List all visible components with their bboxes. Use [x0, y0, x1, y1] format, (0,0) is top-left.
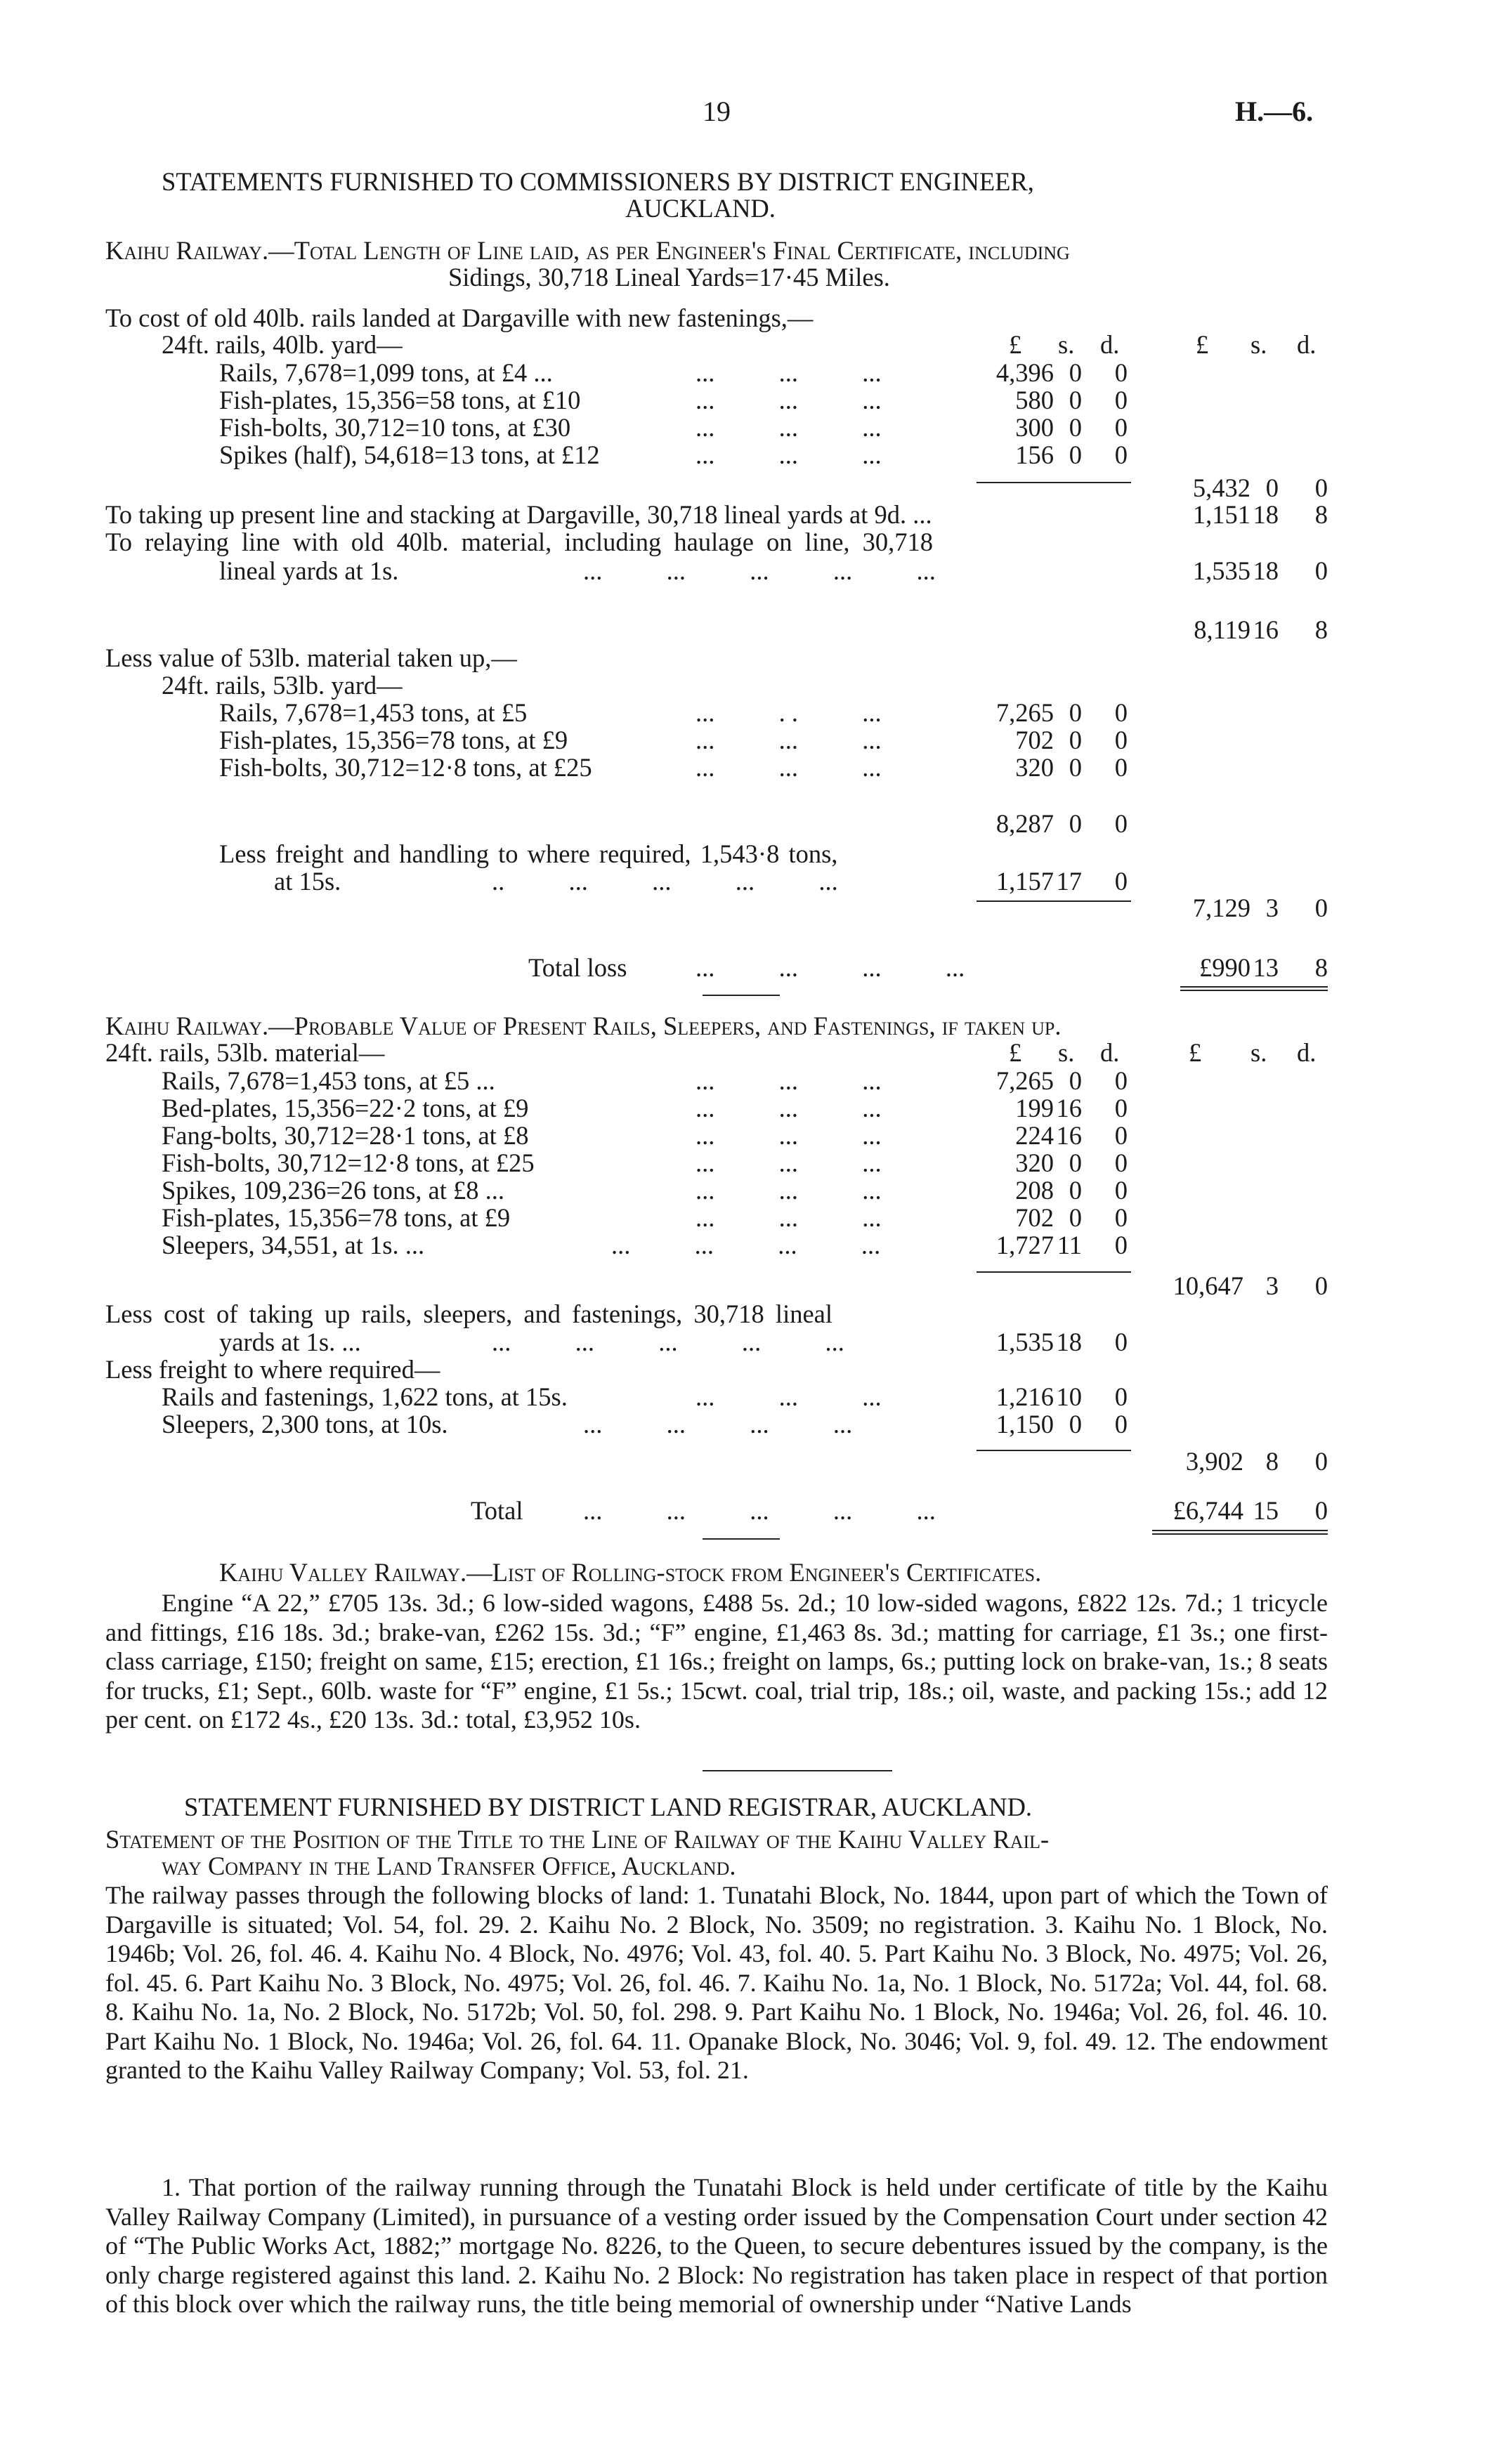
cost-subtotal-shillings: 0 — [1265, 473, 1279, 502]
column-rule — [977, 482, 1131, 483]
cost-item-pence: 0 — [1114, 358, 1128, 387]
value-item-shillings: 0 — [1069, 1176, 1082, 1205]
total-length-detail: Sidings, 30,718 Lineal Yards=17·45 Miles. — [448, 263, 890, 291]
value-item-pence: 0 — [1114, 1121, 1128, 1150]
value-item-leader: ... ... ... — [696, 1148, 882, 1177]
cost-item-pounds: 4,396 — [995, 358, 1054, 387]
cost-item-pence: 0 — [1114, 386, 1128, 414]
freight-item-label: Rails and fastenings, 1,622 tons, at 15s. — [162, 1382, 568, 1411]
probable-value-subintro: 24ft. rails, 53lb. material— — [105, 1038, 385, 1067]
total-loss-leader: ... ... ... ... — [696, 953, 965, 982]
less-total-shillings: 8 — [1265, 1447, 1279, 1476]
cost-item-shillings: 0 — [1069, 440, 1082, 469]
less-cost-label-continued: yards at 1s. ... — [219, 1328, 361, 1356]
less-subtotal-shillings: 0 — [1069, 809, 1082, 838]
value-subtotal-pounds: 10,647 — [1173, 1271, 1243, 1300]
cost-total-shillings: 16 — [1253, 615, 1279, 644]
less-item-label: Fish-plates, 15,356=78 tons, at £9 — [219, 726, 568, 754]
relaying-leader: ... ... ... ... ... — [583, 556, 936, 585]
less-total-pence: 0 — [1314, 1447, 1328, 1476]
less-net-shillings: 3 — [1265, 893, 1279, 922]
less-cost-pounds: 1,535 — [995, 1328, 1054, 1356]
less-value-intro: Less value of 53lb. material taken up,— — [105, 643, 517, 672]
registrar-subtitle-continued: way Company in the Land Transfer Office, Auckland. — [162, 1852, 736, 1880]
cost-item-shillings: 0 — [1069, 358, 1082, 387]
value-item-shillings: 0 — [1069, 1066, 1082, 1095]
freight-item-pounds: 1,216 — [995, 1382, 1054, 1411]
value-item-pounds: 199 — [1015, 1094, 1054, 1122]
value-item-label: Sleepers, 34,551, at 1s. ... — [162, 1231, 425, 1259]
column-rule — [977, 1450, 1131, 1451]
freight-handling-pence: 0 — [1114, 867, 1128, 896]
value-item-label: Spikes, 109,236=26 tons, at £8 ... — [162, 1176, 504, 1205]
less-value-subintro: 24ft. rails, 53lb. yard— — [162, 671, 403, 700]
value-item-label: Fish-bolts, 30,712=12·8 tons, at £25 — [162, 1148, 535, 1177]
taking-up-shillings: 18 — [1253, 500, 1279, 529]
value-item-shillings: 0 — [1069, 1148, 1082, 1177]
less-item-leader: ... ... ... — [696, 753, 882, 782]
freight-item-leader: ... ... ... ... — [583, 1410, 853, 1439]
double-rule — [1180, 990, 1328, 991]
cost-intro: To cost of old 40lb. rails landed at Dargaville with new fastenings,— — [105, 303, 814, 332]
value-total-shillings: 15 — [1253, 1496, 1279, 1525]
probable-value-heading: Kaihu Railway.—Probable Value of Present Rails, Sleepers, and Fastenings, if taken up. — [105, 1011, 1062, 1040]
cost-subtotal-pence: 0 — [1314, 473, 1328, 502]
value-item-label: Rails, 7,678=1,453 tons, at £5 ... — [162, 1066, 495, 1095]
less-item-shillings: 0 — [1069, 698, 1082, 727]
value-total-label: Total — [471, 1496, 523, 1525]
cost-item-pence: 0 — [1114, 440, 1128, 469]
freight-item-pence: 0 — [1114, 1410, 1128, 1439]
value-item-shillings: 16 — [1056, 1121, 1082, 1150]
short-divider — [703, 995, 780, 996]
value-total-leader: ... ... ... ... ... — [583, 1496, 936, 1525]
cost-item-label: Rails, 7,678=1,099 tons, at £4 ... — [219, 358, 553, 387]
cost-item-leader: ... ... ... — [696, 440, 882, 469]
taking-up-label: To taking up present line and stacking at Dargaville, 30,718 lineal yards at 9d. ... — [105, 500, 932, 529]
cost-item-label: Fish-plates, 15,356=58 tons, at £10 — [219, 386, 581, 414]
col2-shillings-header: s. — [1250, 1038, 1267, 1067]
col1-pounds-header: £ — [1009, 330, 1022, 359]
less-item-pounds: 702 — [1015, 726, 1054, 754]
rolling-stock-heading: Kaihu Valley Railway.—List of Rolling-stock from Engineer's Certificates. — [219, 1558, 1042, 1587]
section-title-continued: AUCKLAND. — [625, 194, 776, 223]
col2-pounds-header: £ — [1189, 1038, 1202, 1067]
page-number: 19 — [703, 96, 731, 127]
total-loss-label: Total loss — [528, 953, 627, 982]
double-rule — [1152, 1530, 1328, 1531]
value-item-leader: ... ... ... ... — [611, 1231, 881, 1259]
col1-shillings-header: s. — [1058, 330, 1075, 359]
less-total-pounds: 3,902 — [1185, 1447, 1243, 1476]
cost-item-leader: ... ... ... — [696, 358, 882, 387]
cost-item-shillings: 0 — [1069, 413, 1082, 442]
value-item-shillings: 11 — [1057, 1231, 1082, 1259]
total-loss-shillings: 13 — [1253, 953, 1279, 982]
cost-item-shillings: 0 — [1069, 386, 1082, 414]
cost-item-label: Spikes (half), 54,618=13 tons, at £12 — [219, 440, 600, 469]
short-divider — [703, 1770, 892, 1771]
freight-item-shillings: 0 — [1069, 1410, 1082, 1439]
taking-up-pounds: 1,151 — [1192, 500, 1250, 529]
less-cost-shillings: 18 — [1056, 1328, 1082, 1356]
less-net-pounds: 7,129 — [1192, 893, 1250, 922]
less-cost-label: Less cost of taking up rails, sleepers, and fastenings, 30,718 lineal — [105, 1299, 833, 1328]
less-item-leader: ... ... ... — [696, 726, 882, 754]
value-total-pence: 0 — [1314, 1496, 1328, 1525]
registrar-paragraph: 1. That portion of the railway running through the Tunatahi Block is held under certificate of title by the Kaihu Valley Railway Company (Limited), in pursuance of a vesting order issued by the Compensation Court under section 42 of “The Public Works Act, 1882;” mortgage No. 8226, to the Queen, to secure debentures issued by the company, is the only charge registered against this land. 2. Kaihu No. 2 Block: No registration has taken place in respect of that portion of this block over which the railway runs, the title being memorial of ownership under “Native Lands — [105, 2173, 1328, 2318]
freight-handling-pounds: 1,157 — [995, 867, 1054, 896]
freight-handling-shillings: 17 — [1056, 867, 1082, 896]
less-item-label: Rails, 7,678=1,453 tons, at £5 — [219, 698, 528, 727]
value-item-leader: ... ... ... — [696, 1176, 882, 1205]
col2-shillings-header: s. — [1250, 330, 1267, 359]
freight-handling-label-continued: at 15s. — [274, 867, 341, 896]
less-item-pounds: 320 — [1015, 753, 1054, 782]
cost-subintro: 24ft. rails, 40lb. yard— — [162, 330, 403, 359]
value-item-pence: 0 — [1114, 1148, 1128, 1177]
freight-item-pence: 0 — [1114, 1382, 1128, 1411]
value-item-pounds: 1,727 — [995, 1231, 1054, 1259]
freight-item-shillings: 10 — [1056, 1382, 1082, 1411]
value-total-pounds: £6,744 — [1173, 1496, 1243, 1525]
less-item-pounds: 7,265 — [995, 698, 1054, 727]
taking-up-pence: 8 — [1314, 500, 1328, 529]
double-rule — [1180, 986, 1328, 988]
registrar-paragraph: The railway passes through the following blocks of land: 1. Tunatahi Block, No. 1844, upon part of which the Town of Dargaville is situated; Vol. 54, fol. 29. 2. Kaihu No. 2 Block, No. 3509; no registration. 3. Kaihu No. 1 Block, No. 1946b; Vol. 26, fol. 46. 4. Kaihu No. 4 Block, No. 4976; Vol. 43, fol. 40. 5. Part Kaihu No. 3 Block, No. 4975; Vol. 26, fol. 45. 6. Part Kaihu No. 3 Block, No. 4975; Vol. 26, fol. 46. 7. Kaihu No. 1a, No. 1 Block, No. 5172a; Vol. 44, fol. 68. 8. Kaihu No. 1a, No. 2 Block, No. 5172b; Vol. 50, fol. 298. 9. Part Kaihu No. 1 Block, No. 1946a; Vol. 26, fol. 46. 10. Part Kaihu No. 1 Block, No. 1946a; Vol. 26, fol. 64. 11. Opanake Block, No. 3046; Vol. 9, fol. 49. 12. The endowment granted to the Kaihu Valley Railway Company; Vol. 53, fol. 21. — [105, 1881, 1328, 2084]
freight-item-leader: ... ... ... — [696, 1382, 882, 1411]
relaying-pence: 0 — [1314, 556, 1328, 585]
column-rule — [977, 1271, 1131, 1273]
less-subtotal-pounds: 8,287 — [995, 809, 1054, 838]
col2-pence-header: d. — [1297, 1038, 1317, 1067]
col2-pence-header: d. — [1297, 330, 1317, 359]
value-item-pounds: 224 — [1015, 1121, 1054, 1150]
value-item-pounds: 702 — [1015, 1203, 1054, 1232]
less-cost-pence: 0 — [1114, 1328, 1128, 1356]
document-reference: H.—6. — [1235, 96, 1314, 127]
less-item-pence: 0 — [1114, 753, 1128, 782]
freight-item-label: Sleepers, 2,300 tons, at 10s. — [162, 1410, 448, 1439]
cost-item-leader: ... ... ... — [696, 413, 882, 442]
value-item-pence: 0 — [1114, 1094, 1128, 1122]
cost-total-pence: 8 — [1314, 615, 1328, 644]
freight-handling-label: Less freight and handling to where required, 1,543·8 tons, — [219, 839, 838, 868]
less-item-shillings: 0 — [1069, 726, 1082, 754]
value-item-leader: ... ... ... — [696, 1203, 882, 1232]
value-subtotal-shillings: 3 — [1265, 1271, 1279, 1300]
cost-item-pence: 0 — [1114, 413, 1128, 442]
value-item-label: Fish-plates, 15,356=78 tons, at £9 — [162, 1203, 511, 1232]
cost-item-pounds: 156 — [1015, 440, 1054, 469]
less-item-shillings: 0 — [1069, 753, 1082, 782]
value-item-pounds: 208 — [1015, 1176, 1054, 1205]
value-item-pence: 0 — [1114, 1231, 1128, 1259]
value-item-leader: ... ... ... — [696, 1066, 882, 1095]
value-item-pounds: 320 — [1015, 1148, 1054, 1177]
value-subtotal-pence: 0 — [1314, 1271, 1328, 1300]
less-freight-intro: Less freight to where required— — [105, 1355, 440, 1384]
cost-subtotal-pounds: 5,432 — [1192, 473, 1250, 502]
relaying-label: To relaying line with old 40lb. material, including haulage on line, 30,718 — [105, 527, 934, 556]
registrar-subtitle: Statement of the Position of the Title to the Line of Railway of the Kaihu Valley Rail- — [105, 1825, 1050, 1854]
value-item-shillings: 0 — [1069, 1203, 1082, 1232]
rolling-stock-text: Engine “A 22,” £705 13s. 3d.; 6 low-sided wagons, £488 5s. 2d.; 10 low-sided wagons, £822 12s. 7d.; 1 tricycle and fittings, £16 18s. 3d.; brake-van, £262 15s. 3d.; “F” engine, £1,463 8s. 3d.; matting for carriage, £1 3s.; one first-class carriage, £150; freight on same, £15; erection, £1 16s.; freight on lamps, 6s.; putting lock on brake-van, 1s.; 8 seats for trucks, £1; Sept., 60lb. waste for “F” engine, £1 5s.; 15cwt. coal, trial trip, 18s.; oil, waste, and packing 15s.; add 12 per cent. on £172 4s., £20 13s. 3d.: total, £3,952 10s. — [105, 1589, 1328, 1734]
freight-item-pounds: 1,150 — [995, 1410, 1054, 1439]
section-title: STATEMENTS FURNISHED TO COMMISSIONERS BY DISTRICT ENGINEER, — [162, 167, 1034, 196]
col1-pence-header: d. — [1100, 1038, 1120, 1067]
double-rule — [1152, 1533, 1328, 1535]
col2-pounds-header: £ — [1196, 330, 1209, 359]
relaying-label-continued: lineal yards at 1s. — [219, 556, 399, 585]
total-loss-pence: 8 — [1314, 953, 1328, 982]
col1-pence-header: d. — [1100, 330, 1120, 359]
less-subtotal-pence: 0 — [1114, 809, 1128, 838]
less-item-pence: 0 — [1114, 726, 1128, 754]
value-item-pence: 0 — [1114, 1176, 1128, 1205]
cost-item-pounds: 580 — [1015, 386, 1054, 414]
less-item-pence: 0 — [1114, 698, 1128, 727]
freight-handling-leader: .. ... ... ... ... — [492, 867, 838, 896]
registrar-title: STATEMENT FURNISHED BY DISTRICT LAND REGISTRAR, AUCKLAND. — [184, 1793, 1033, 1821]
cost-total-pounds: 8,119 — [1194, 615, 1250, 644]
value-item-leader: ... ... ... — [696, 1094, 882, 1122]
cost-item-leader: ... ... ... — [696, 386, 882, 414]
cost-item-label: Fish-bolts, 30,712=10 tons, at £30 — [219, 413, 571, 442]
relaying-pounds: 1,535 — [1192, 556, 1250, 585]
total-length-heading: Kaihu Railway.—Total Length of Line laid, as per Engineer's Final Certificate, including — [105, 236, 1070, 265]
value-item-pence: 0 — [1114, 1203, 1128, 1232]
column-rule — [977, 900, 1131, 902]
col1-pounds-header: £ — [1009, 1038, 1022, 1067]
value-item-shillings: 16 — [1056, 1094, 1082, 1122]
value-item-label: Bed-plates, 15,356=22·2 tons, at £9 — [162, 1094, 529, 1122]
less-item-leader: ... . . ... — [696, 698, 882, 727]
value-item-pounds: 7,265 — [995, 1066, 1054, 1095]
short-divider — [703, 1538, 780, 1540]
col1-shillings-header: s. — [1058, 1038, 1075, 1067]
relaying-shillings: 18 — [1253, 556, 1279, 585]
less-item-label: Fish-bolts, 30,712=12·8 tons, at £25 — [219, 753, 592, 782]
value-item-pence: 0 — [1114, 1066, 1128, 1095]
total-loss-pounds: £990 — [1199, 953, 1250, 982]
less-net-pence: 0 — [1314, 893, 1328, 922]
value-item-label: Fang-bolts, 30,712=28·1 tons, at £8 — [162, 1121, 529, 1150]
less-cost-leader: ... ... ... ... ... — [492, 1328, 844, 1356]
value-item-leader: ... ... ... — [696, 1121, 882, 1150]
cost-item-pounds: 300 — [1015, 413, 1054, 442]
